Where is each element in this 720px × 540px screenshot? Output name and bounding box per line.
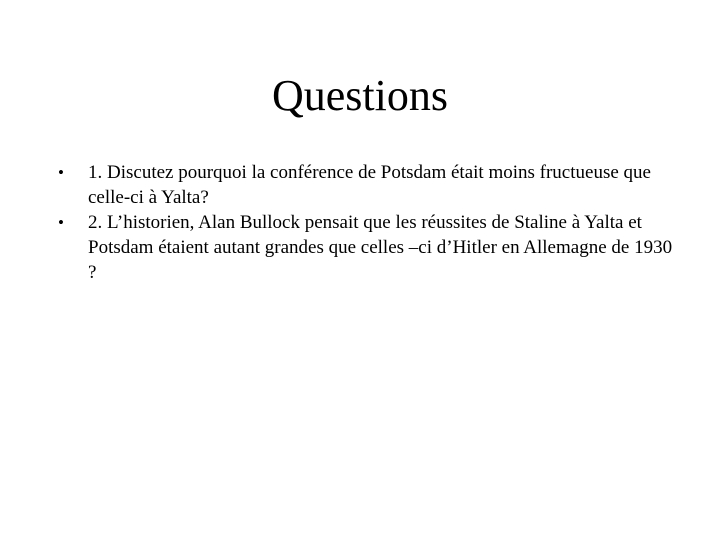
bullet-icon: • <box>58 213 64 232</box>
bullet-text: 1. Discutez pourquoi la conférence de Potsdam était moins fructueuse que celle-ci à Yalta? <box>88 162 651 208</box>
bullet-text: 2. L’historien, Alan Bullock pensait que les réussites de Staline à Yalta et Potsdam étaient autant grandes que celles –ci d’Hitler en Allemagne de 1930 ? <box>88 212 673 283</box>
slide-title: Questions <box>272 71 448 120</box>
bullet-list <box>54 160 674 285</box>
bullet-icon: • <box>58 163 64 182</box>
list-item <box>54 160 674 210</box>
list-item <box>54 210 674 285</box>
